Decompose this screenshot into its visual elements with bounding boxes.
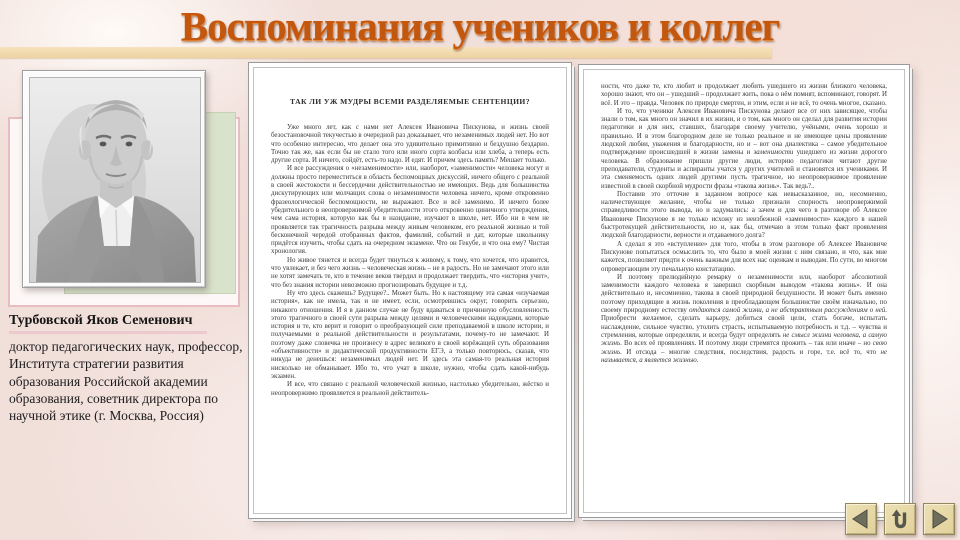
page-paragraph: И поэтому прелюдийную ремарку о незаменимости или, наоборот абсолютной заменимости каждого человека я завершил скорбным выводом «такова жизнь». И она действительно и, несомненно, такова в своей природной бездушности. И может быть именно поэтому приходящие в жизнь поколения в преобладающем большинстве своём изначально, по своему природному естеству отдаются самой жизни, а не абстрактным рассуждениям о ней. Приобрести желаемое, сделать карьеру, добиться своей цели, стать богаче, испытать наслаждение, сильное чувство, утолить страсть, испытываемую потребность и т.д. – чувства и стремления, которые определяли, и всегда будут определять не смысл жизни человека, а самую жизнь. Во всех её проявлениях. И поэтому люди стремятся прожить – так или иначе – но свою жизнь. И отсюда – многие следствия, последствия, радость и горе, т.е. всё то, что не называется, а является жизнью. [601, 273, 887, 364]
book-page-right-content [592, 75, 896, 507]
page-paragraph: Уже много лет, как с нами нет Алексея Ивановича Пискунова, и жизнь своей безостановочной текучестью в очередной раз доказывает, что незаменимых людей нет. Но вот что особенно интересно, что делает она это удивительно примитивно и бездушно бездарно. Точно так же, как если бы не стало того или иного сорта колбасы или хлеба, а теперь есть другие сорта. И ничего, сойдёт, есть-то надо. И едят. И причем здесь память? Мешает только. [271, 124, 549, 165]
return-button[interactable] [884, 503, 916, 535]
portrait-photo [29, 77, 201, 283]
profile-name-underline [9, 331, 207, 334]
page-paragraph: Поставив это отточие в заданном вопросе как невысказанное, но, несомненно, наличествующее желание, чтобы не только признали спорность неопровержимой справедливости этого вывода, но и задумались: а зачем и для чего в разговоре об Алексее Ивановиче Пискунове я не только исхожу из неизбежной «заменимости» каждого в нашей быстротекущей действительности, но и, как бы, отмечаю в этом только факт проявления людской благодарности, верности и отдаваемого долга? [601, 190, 887, 240]
page-paragraph: Но живое тянется и всегда будет тянуться к живому, к тому, что хочется, что нравится, что увлекает, и без чего жизнь – человеческая жизнь – не в радость. Но не замечают этого или не хотят замечать те, кто в течение веков твердил и продолжает твердить, что «история учит», что без знания истории невозможно прогнозировать будущее и т.д. [271, 256, 549, 289]
right-arrow-icon [927, 507, 951, 531]
book-page-left [248, 62, 572, 519]
page-paragraph: ности, что даже те, кто любит и продолжает любить ушедшего из жизни близкого человека, хорошо знают, что он – ушедший – продолжает жить, пока о нём помнят, вспоминают, говорят. И всё. И это – правда. Человек по природе смертен, и этим, если и не всё, то очень многое, сказано. [601, 83, 887, 107]
profile-description: доктор педагогических наук, профессор, Института стратегии развития образования Российской академии образования, советник директора по научной этике (г. Москва, Россия) [9, 339, 243, 424]
page-paragraph: И все рассуждения о «незаменимости» или, наоборот, «заменимости» человека могут и должны просто переместиться в область беспомощных дискуссий, ничего общего с реальной в своей жестокости и бессердечии действительностью не имеющих. Ведь для большинства дискутирующих или молчащих слова о незаменимости человека ничего, кроме откровенно фразеологической беспомощности, не выражают. Все и всё заменимо. И ничего более убедительного в неопровержимой убедительности этого откровенно циничного утверждения, чем сама история, которую как бы в назидание, изучают в школе, нет. Ибо ни в чем не проявляется так трагичность разрыва между живым человеком, его реальной жизнью и той бесконечной чередой отобранных фактов, фамилий, событий и дат, которые школьнику придётся изучить, чтобы сдать на очередном экзамене. Что он Гекубе, и что она ему? Чистая хронология. [271, 165, 549, 256]
page-paragraph: А сделал я это «вступление» для того, чтобы в этом разговоре об Алексее Ивановиче Пискунове попытаться осмыслить то, что было в моей жизни с ним связано, и что, как мне кажется, позволяет придти к очень важным для всех нас оценкам и выводам. По сути, во многом опровергающим эту печальную констатацию. [601, 240, 887, 273]
page-title: Воспоминания учеников и коллег [180, 3, 780, 49]
book-page-left-content [262, 73, 558, 508]
book-page-right [578, 64, 910, 518]
left-arrow-icon [849, 507, 873, 531]
page-paragraph: И все, что связано с реальной человеческой жизнью, настолько убедительно, жёстко и неопровержимо проявляется в реальной действитель- [271, 381, 549, 397]
u-turn-return-icon [888, 507, 912, 531]
page-paragraph: И то, что ученики Алексея Ивановича Пискунова делают все от них зависящее, чтобы знали о том, как много он значил в их жизни, и о том, как много он сделал для развития истории педагогики и для них, ставших, благодаря своему учителю, учёными, очень хорошо и правильно. И в этом благородном деле не только реальное и не имеющее цены проявление людской любви, уважения и благодарности, но и – вот она диалектика – самое убедительное подтверждение происшедшей в жизни замены и заменимости ушедшего из жизни дорогого человека. В образование пришли другие люди, историю педагогики читают другие преподаватели, студенты и аспиранты учатся у других учителей и становятся их учениками. И эта сменяемость одних людей другими пусть трагичное, но неопровержимое проявление известной в своей скорбной мудрости фразы «такова жизнь». Так ведь?.. [601, 107, 888, 190]
profile-name: Турбовской Яков Семенович [9, 313, 193, 328]
portrait-photo-drawing [30, 78, 200, 282]
portrait-photo-frame [22, 70, 206, 288]
next-slide-button[interactable] [923, 503, 955, 535]
previous-slide-button[interactable] [845, 503, 877, 535]
page-heading: ТАК ЛИ УЖ МУДРЫ ВСЕМИ РАЗДЕЛЯЕМЫЕ СЕНТЕНЦИИ? [290, 97, 530, 106]
page-paragraph: Ну что здесь скажешь? Будущее?.. Может быть. Но к настоящему эта самая «изучаемая история», как не имела, так и не имеет, если, осмотревшись округ, говорить серьезно, никакого отношения. И я в данном случае не буду вдаваться в причинную обусловленность этого трагичного в своей сути разрыва между целями и человеческими надеждами, которые история и те, кто верит и говорит о преобразующей силе преподаваемой в школе истории, и получаемыми в реальной действительности и результатами, почему-то не замечают. И поэтому даже словечка не произнесу в адрес великого в своей корёжащей суть образования «объективности» и дидактической продуктивности ЕГЭ, а только повторюсь, сказав, что никуда не денешься: незаменимых людей нет. И здесь эта самая-то реальная история нисколько не обманывает. Ибо то, что учат в школе, нужно, чтобы сдать какой-нибудь экзамен. [271, 289, 549, 380]
